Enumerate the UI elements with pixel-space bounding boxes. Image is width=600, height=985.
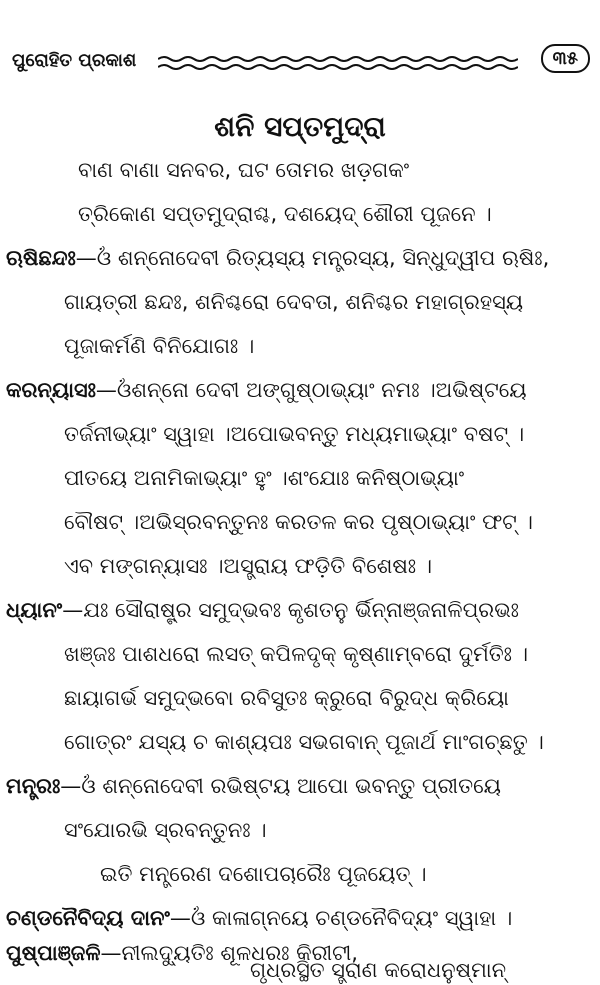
verse-line: [78, 155, 409, 185]
line-text: ପୂଜାକର୍ମଣି ବିନିଯୋଗଃ ।: [64, 334, 255, 358]
line-text: ଇତି ମନ୍ତ୍ରେଣ ଦଶୋପଚାରୈଃ ପୂଜୟେତ୍ ।: [100, 862, 427, 886]
line-text: —ଓଁଶନ୍ନୋ ଦେବୀ ଅଙ୍ଗୁଷ୍ଠାଭ୍ୟାଂ ନମଃ ।ଅଭିଷ୍ଟୟେ: [95, 378, 527, 402]
running-header: [6, 40, 594, 84]
verse-line: [64, 419, 524, 449]
line-text: ଗୃଧ୍ରସ୍ଥିତ ସ୍ତ୍ରାଣ କରୋଧନୁଷ୍ମାନ୍: [250, 958, 507, 982]
running-title: ପୁରୋହିତ ପ୍ରକାଶ: [12, 50, 137, 71]
verse-line: [64, 551, 432, 581]
verse-line: [6, 771, 501, 801]
chapter-title: ଶନି ସପ୍ତମୁଦ୍ରା: [214, 110, 386, 143]
verse-line: [6, 375, 527, 405]
line-text: ଛାୟାଗର୍ଭ ସମୁଦ୍ଭବୋ ରବିସୁତଃ କ୍ରୁରୋ ବିରୁଦ୍ଧ କ୍ରିୟୋ: [64, 686, 509, 710]
line-text: ଖଞ୍ଜଃ ପାଶଧରୋ ଲସତ୍ କପିଳଦୃକ୍ କୃଷ୍ଣାମ୍ବରୋ ଦୁର୍ମତିଃ ।: [64, 642, 529, 666]
line-text: ଏବ ମଙ୍ଗନ୍ୟାସଃ ।ଅସ୍ତ୍ରାୟ ଫଡ଼ିତି ବିଶେଷଃ ।: [64, 554, 433, 578]
line-text: —ଯଃ ସୌରାଷ୍ଟ୍ର ସମୁଦ୍ଭବଃ କୃଶତନୁ ର୍ଭିନ୍ନାଞ୍ଜନାଳିପ୍ରଭଃ: [62, 598, 519, 622]
section-label: ପୁଷ୍ପାଞ୍ଜଳି: [6, 941, 101, 965]
line-text: ଗାୟତ୍ରୀ ଛନ୍ଦଃ, ଶନିଶ୍ଚରୋ ଦେବତା, ଶନିଶ୍ଚର ମହାଗ୍ରହସ୍ୟ: [64, 290, 524, 314]
verse-line: [250, 955, 506, 985]
section-label: ଋଷିଛନ୍ଦଃ: [6, 246, 76, 270]
line-text: —ନୀଲଦ୍ୟୁତିଃ ଶୂଳଧରଃ କିରୀଟୀ,: [100, 941, 358, 965]
verse-line: [78, 199, 492, 229]
verse-line: [6, 903, 512, 933]
verse-line: [64, 507, 533, 537]
section-label: ଚଣ୍ଡନୈବିଦ୍ୟ ଦାନଂ: [6, 906, 170, 930]
line-text: ତ୍ରିକୋଣ ସପ୍ତମୁଦ୍ରାଶ୍ଚ, ଦଶୟେଦ୍ ଶୌରୀ ପୂଜନେ ।: [78, 202, 492, 226]
page-number: ୩୫: [541, 44, 590, 73]
verse-line: [64, 727, 544, 757]
verse-line: [6, 243, 549, 273]
verse-line: [64, 815, 267, 845]
line-text: ପୀତୟେ ଅନାମିକାଭ୍ୟାଂ ହୁଂ ।ଶଂଯୋଃ କନିଷ୍ଠାଭ୍ୟାଂ: [64, 466, 465, 490]
verse-line: [64, 331, 254, 361]
verse-line: [64, 287, 523, 317]
line-text: ସଂଯୋରଭି ସ୍ରବନ୍ତୁନଃ ।: [64, 818, 267, 842]
line-text: ବାଣ ବାଣା ସନବର, ଘଟ ତୋମର ଖଡ଼ଗକଂ: [78, 158, 410, 182]
line-text: —ଓଁ ଶନ୍ନୋଦେବୀ ରଭିଷ୍ଟୟ ଆପୋ ଭବନ୍ତୁ ପ୍ରୀତୟେ: [60, 774, 501, 798]
section-label: ମନ୍ତ୍ରଃ: [6, 774, 61, 798]
verse-line: [6, 595, 519, 625]
line-text: ଗୋତ୍ରଂ ଯସ୍ୟ ଚ କାଶ୍ୟପଃ ସଭଗବାନ୍ ପୂଜାର୍ଥ ମାଂଗଚ୍ଛତୁ ।: [64, 730, 544, 754]
line-text: ତର୍ଜନୀଭ୍ୟାଂ ସ୍ୱାହା ।ଅପୋଭବନ୍ତୁ ମଧ୍ୟମାଭ୍ୟାଂ ବଷଟ୍ ।: [64, 422, 525, 446]
wavy-rule-ornament: [158, 54, 518, 72]
verse-line: [64, 683, 509, 713]
line-text: ବୌଷଟ୍ ।ଅଭିସ୍ରବନ୍ତୁନଃ କରତଳ କର ପୃଷ୍ଠାଭ୍ୟାଂ ଫଟ୍ ।: [64, 510, 533, 534]
verse-line: [64, 463, 464, 493]
line-text: —ଓଁ କାଳାଗ୍ନୟେ ଚଣ୍ଡନୈବିଦ୍ୟଂ ସ୍ୱାହା ।: [169, 906, 513, 930]
verse-line: [100, 859, 427, 889]
section-label: କରନ୍ୟାସଃ: [6, 378, 96, 402]
line-text: —ଓଁ ଶନ୍ନୋଦେବୀ ରିତ୍ୟସ୍ୟ ମନ୍ତ୍ରସ୍ୟ, ସିନ୍ଧୁଦ୍ୱୀପ ଋଷିଃ,: [75, 246, 550, 270]
verse-line: [64, 639, 528, 669]
section-label: ଧ୍ୟାନଂ: [6, 598, 63, 622]
